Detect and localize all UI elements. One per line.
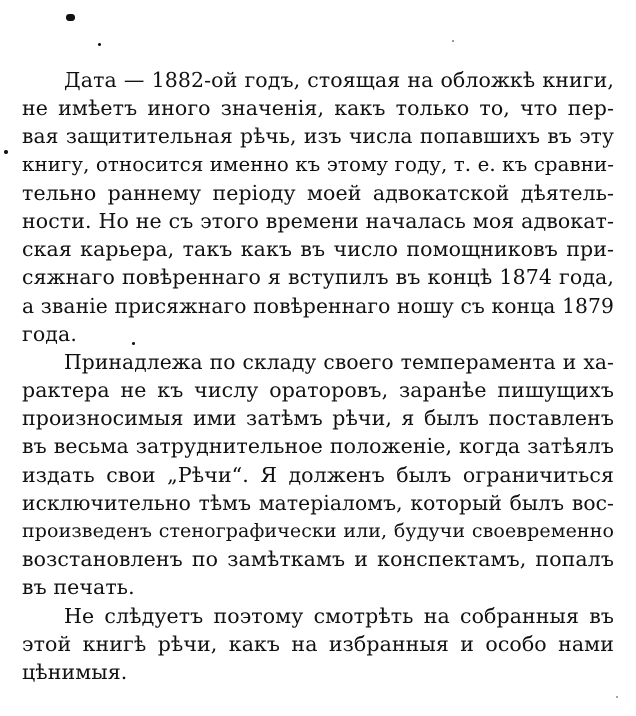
text-line: въ весьма затруднительное положеніе, когда затѣялъ — [22, 434, 614, 459]
paragraph-3 — [22, 602, 614, 687]
paragraph-1 — [22, 66, 614, 348]
body-text — [22, 66, 614, 686]
text-line: этой книгѣ рѣчи, какъ на избранныя и особо нами — [22, 631, 614, 656]
text-line: книгу, относится именно къ этому году, т. е. къ сравни- — [22, 152, 614, 176]
text-line: Не слѣдуетъ поэтому смотрѣть на собранныя въ — [64, 603, 614, 628]
ink-speck — [4, 150, 8, 154]
text-line: рактера не къ числу ораторовъ, заранѣе пишущихъ — [22, 378, 614, 403]
ink-speck — [616, 696, 618, 698]
text-line: возстановленъ по замѣткамъ и конспектамъ, попалъ — [22, 547, 614, 572]
ink-speck — [452, 40, 454, 42]
text-line: сяжнаго повѣреннаго я вступилъ въ концѣ 1874 года, — [22, 265, 614, 290]
text-line: исключительно тѣмъ матеріаломъ, который былъ вос- — [22, 490, 614, 515]
text-line: ности. Но не съ этого времени началась моя адвокат- — [22, 208, 614, 233]
text-line: въ печать. — [22, 575, 135, 600]
text-line: а званіе присяжнаго повѣреннаго ношу съ конца 1879 — [22, 293, 614, 318]
ink-mark — [66, 14, 75, 21]
text-line: Дата — 1882-ой годъ, стоящая на обложкѣ книги, — [64, 68, 614, 92]
text-line: произведенъ стенографически или, будучи своевременно — [22, 520, 614, 542]
text-line: года. — [22, 321, 77, 346]
text-line: тельно раннему періоду моей адвокатской дѣятель- — [22, 180, 614, 205]
paragraph-2 — [22, 348, 614, 602]
text-line: не имѣетъ иного значенія, какъ только то, что пер- — [22, 96, 614, 121]
text-line: издать свои „Рѣчи“. Я долженъ былъ ограничиться — [22, 462, 614, 487]
text-line: произносимыя ими затѣмъ рѣчи, я былъ поставленъ — [22, 406, 614, 431]
text-line: цѣнимыя. — [22, 659, 128, 684]
text-line: вая защитительная рѣчь, изъ числа попавшихъ въ эту — [22, 124, 614, 149]
text-line: ская карьера, такъ какъ въ число помощниковъ при- — [22, 237, 614, 262]
text-line: Принадлежа по складу своего темперамента и ха- — [64, 349, 614, 374]
ink-speck — [98, 43, 101, 46]
